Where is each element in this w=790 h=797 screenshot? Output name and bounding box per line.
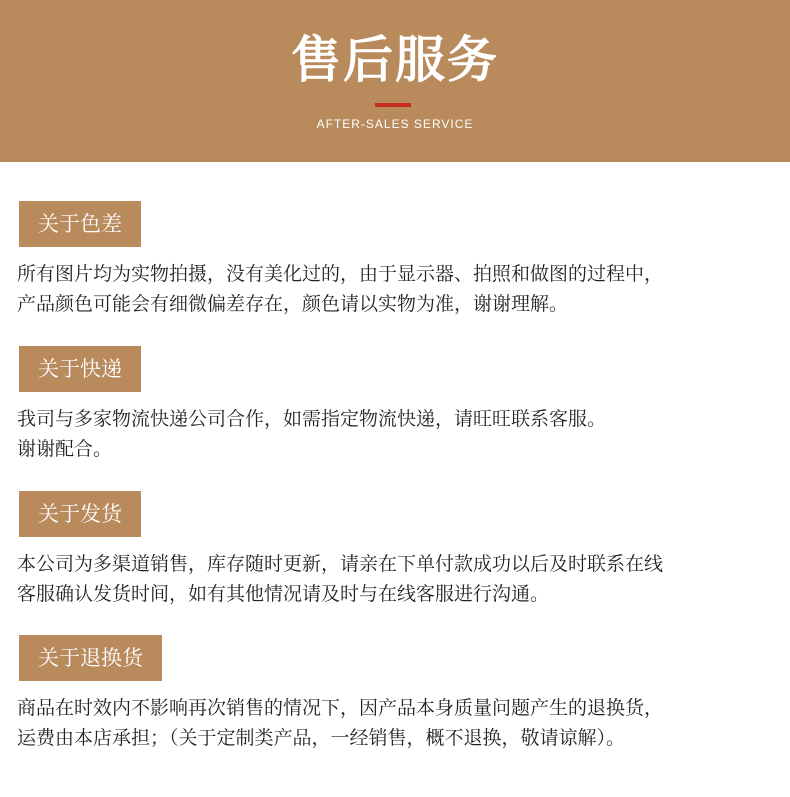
body-line: 客服确认发货时间，如有其他情况请及时与在线客服进行沟通。 [17, 583, 550, 605]
section-body-shipping-courier [17, 404, 777, 464]
page-title: 售后服务 [291, 31, 499, 89]
section-tag-color-difference: 关于色差 [19, 201, 141, 247]
header-banner [0, 0, 790, 162]
title-accent-bar [375, 103, 411, 107]
section-tag-shipping-courier: 关于快递 [19, 346, 141, 392]
body-line: 产品颜色可能会有细微偏差存在，颜色请以实物为准，谢谢理解。 [17, 293, 569, 315]
body-line: 本公司为多渠道销售，库存随时更新，请亲在下单付款成功以后及时联系在线 [17, 553, 664, 575]
page-subtitle: AFTER-SALES SERVICE [316, 117, 474, 131]
body-line: 运费由本店承担；（关于定制类产品，一经销售，概不退换，敬请谅解）。 [17, 727, 626, 749]
section-body-color-difference [17, 259, 777, 319]
section-tag-delivery: 关于发货 [19, 491, 141, 537]
section-body-delivery [17, 549, 777, 609]
body-line: 商品在时效内不影响再次销售的情况下，因产品本身质量问题产生的退换货， [17, 697, 664, 719]
body-line: 谢谢配合。 [17, 438, 113, 460]
body-line: 我司与多家物流快递公司合作，如需指定物流快递，请旺旺联系客服。 [17, 408, 607, 430]
section-tag-returns: 关于退换货 [19, 635, 162, 681]
section-body-returns [17, 693, 777, 753]
body-line: 所有图片均为实物拍摄，没有美化过的，由于显示器、拍照和做图的过程中， [17, 263, 664, 285]
